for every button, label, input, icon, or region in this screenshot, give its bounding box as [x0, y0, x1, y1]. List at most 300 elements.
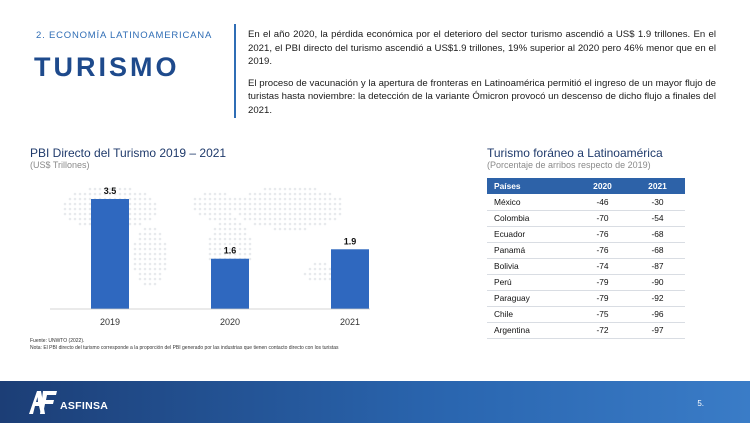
map-dot [329, 198, 332, 201]
map-dot [139, 243, 142, 246]
map-dot [249, 213, 252, 216]
map-dot [259, 193, 262, 196]
map-dot [64, 213, 67, 216]
map-dot [259, 203, 262, 206]
map-dot [64, 203, 67, 206]
map-dot [229, 238, 232, 241]
map-dot [254, 203, 257, 206]
map-dot [304, 228, 307, 231]
divider-line [234, 24, 236, 118]
value-2021-cell: -30 [630, 194, 685, 210]
map-dot [284, 198, 287, 201]
map-dot [89, 218, 92, 221]
intro-text [248, 28, 716, 118]
map-dot [234, 218, 237, 221]
map-dot [219, 218, 222, 221]
map-dot [144, 228, 147, 231]
map-dot [154, 248, 157, 251]
map-dot [149, 198, 152, 201]
map-dot [274, 218, 277, 221]
map-dot [269, 203, 272, 206]
map-dot [334, 213, 337, 216]
map-dot [239, 203, 242, 206]
table-header-row [487, 178, 685, 194]
map-dot [139, 248, 142, 251]
map-dot [94, 193, 97, 196]
map-dot [279, 218, 282, 221]
map-dot [319, 203, 322, 206]
map-dot [129, 203, 132, 206]
map-dot [84, 203, 87, 206]
map-dot [84, 198, 87, 201]
map-dot [244, 203, 247, 206]
value-2020-cell: -76 [575, 242, 630, 258]
map-dot [299, 198, 302, 201]
map-dot [284, 228, 287, 231]
map-dot [299, 218, 302, 221]
map-dot [279, 213, 282, 216]
map-dot [139, 208, 142, 211]
map-dot [144, 258, 147, 261]
map-dot [264, 218, 267, 221]
map-dot [149, 253, 152, 256]
map-dot [234, 228, 237, 231]
map-dot [309, 278, 312, 281]
map-dot [144, 248, 147, 251]
map-dot [79, 193, 82, 196]
section-label: 2. ECONOMÍA LATINOAMERICANA [36, 30, 213, 41]
map-dot [244, 248, 247, 251]
map-dot [134, 218, 137, 221]
map-dot [324, 208, 327, 211]
map-dot [249, 238, 252, 241]
intro-paragraph-1: En el año 2020, la pérdida económica por el deterioro del sector turismo ascendió a US$ 1.9 trillones. En el 2021, el PBI directo del turismo ascendió a US$1.9 trillones, 19% superior al 2020 pero 46% menor que en el 2019. [248, 29, 716, 68]
map-dot [314, 213, 317, 216]
map-dot [149, 213, 152, 216]
map-dot [264, 213, 267, 216]
map-dot [239, 208, 242, 211]
map-dot [89, 198, 92, 201]
map-dot [329, 218, 332, 221]
table-row [487, 290, 685, 306]
map-dot [149, 203, 152, 206]
map-dot [299, 208, 302, 211]
map-dot [319, 208, 322, 211]
company-logo [28, 389, 108, 415]
map-dot [154, 208, 157, 211]
map-dot [299, 223, 302, 226]
map-dot [279, 198, 282, 201]
page-title: TURISMO [34, 52, 180, 82]
map-dot [224, 218, 227, 221]
intro-paragraph-2: El proceso de vacunación y la apertura de fronteras en Latinoamérica permitió el ingreso de un mayor flujo de turistas hasta noviembre: la detección de la variante Ómicron provocó un descenso de dicho flujo a finales del 2021. [248, 77, 716, 116]
map-dot [339, 213, 342, 216]
map-dot [239, 223, 242, 226]
map-dot [74, 193, 77, 196]
map-dot [259, 223, 262, 226]
map-dot [149, 238, 152, 241]
value-2020-cell: -79 [575, 290, 630, 306]
map-dot [254, 198, 257, 201]
value-2020-cell: -72 [575, 322, 630, 338]
map-dot [124, 193, 127, 196]
map-dot [194, 203, 197, 206]
map-dot [244, 218, 247, 221]
map-dot [294, 213, 297, 216]
map-dot [249, 248, 252, 251]
map-dot [219, 248, 222, 251]
map-dot [304, 213, 307, 216]
map-dot [289, 203, 292, 206]
map-dot [144, 218, 147, 221]
map-dot [279, 228, 282, 231]
table-row [487, 306, 685, 322]
map-dot [214, 233, 217, 236]
map-dot [74, 203, 77, 206]
map-dot [214, 248, 217, 251]
value-2020-cell: -74 [575, 258, 630, 274]
map-dot [304, 193, 307, 196]
map-dot [224, 193, 227, 196]
map-dot [139, 238, 142, 241]
map-dot [119, 193, 122, 196]
map-dot [319, 268, 322, 271]
map-dot [314, 208, 317, 211]
chart-title: PBI Directo del Turismo 2019 – 2021 [30, 146, 227, 160]
map-dot [239, 253, 242, 256]
map-dot [154, 228, 157, 231]
map-dot [219, 193, 222, 196]
map-dot [284, 203, 287, 206]
map-dot [209, 243, 212, 246]
map-dot [199, 208, 202, 211]
map-dot [324, 278, 327, 281]
map-dot [244, 238, 247, 241]
map-dot [214, 208, 217, 211]
map-dot [269, 218, 272, 221]
map-dot [134, 193, 137, 196]
map-dot [239, 213, 242, 216]
map-dot [254, 213, 257, 216]
map-dot [129, 218, 132, 221]
value-2021-cell: -87 [630, 258, 685, 274]
footnote: Nota: El PBI directo del turismo corresponde a la proporción del PBI generado por las industrias que tienen contacto directo con los turistas [30, 345, 339, 351]
map-dot [149, 218, 152, 221]
map-dot [229, 233, 232, 236]
arrivals-table [487, 178, 685, 339]
map-dot [224, 223, 227, 226]
map-dot [209, 218, 212, 221]
map-dot [304, 188, 307, 191]
map-dot [329, 278, 332, 281]
map-dot [219, 253, 222, 256]
country-cell: Chile [487, 306, 575, 322]
map-dot [214, 238, 217, 241]
map-dot [144, 243, 147, 246]
map-dot [259, 208, 262, 211]
map-dot [209, 213, 212, 216]
table-row [487, 194, 685, 210]
map-dot [329, 268, 332, 271]
map-dot [159, 273, 162, 276]
map-dot [339, 203, 342, 206]
map-dot [159, 238, 162, 241]
map-dot [269, 208, 272, 211]
value-2020-cell: -46 [575, 194, 630, 210]
map-dot [244, 243, 247, 246]
country-cell: Panamá [487, 242, 575, 258]
map-dot [219, 243, 222, 246]
map-dot [159, 263, 162, 266]
country-cell: México [487, 194, 575, 210]
map-dot [154, 263, 157, 266]
map-dot [144, 253, 147, 256]
map-dot [289, 193, 292, 196]
map-dot [284, 213, 287, 216]
map-dot [144, 283, 147, 286]
map-dot [149, 278, 152, 281]
map-dot [129, 188, 132, 191]
map-dot [309, 188, 312, 191]
map-dot [289, 223, 292, 226]
map-dot [329, 203, 332, 206]
map-dot [244, 233, 247, 236]
map-dot [69, 218, 72, 221]
map-dot [74, 198, 77, 201]
map-dot [244, 208, 247, 211]
map-dot [139, 233, 142, 236]
map-dot [229, 198, 232, 201]
map-dot [214, 203, 217, 206]
map-dot [289, 213, 292, 216]
map-dot [139, 268, 142, 271]
map-dot [139, 193, 142, 196]
map-dot [99, 188, 102, 191]
map-dot [159, 233, 162, 236]
map-dot [129, 208, 132, 211]
map-dot [304, 223, 307, 226]
country-cell: Argentina [487, 322, 575, 338]
map-dot [159, 258, 162, 261]
country-cell: Bolivia [487, 258, 575, 274]
map-dot [224, 213, 227, 216]
map-dot [144, 233, 147, 236]
map-dot [139, 278, 142, 281]
map-dot [339, 208, 342, 211]
map-dot [89, 193, 92, 196]
map-dot [289, 198, 292, 201]
data-label: 3.5 [103, 186, 117, 196]
logo-text: ASFINSA [60, 400, 109, 412]
map-dot [204, 193, 207, 196]
map-dot [254, 193, 257, 196]
map-dot [244, 253, 247, 256]
map-dot [224, 203, 227, 206]
map-dot [244, 228, 247, 231]
map-dot [144, 208, 147, 211]
chart-notes [30, 338, 339, 352]
map-dot [264, 223, 267, 226]
map-dot [154, 258, 157, 261]
map-dot [244, 213, 247, 216]
table-row [487, 322, 685, 338]
map-dot [329, 208, 332, 211]
map-dot [209, 258, 212, 261]
value-2020-cell: -76 [575, 226, 630, 242]
map-dot [139, 258, 142, 261]
map-dot [269, 193, 272, 196]
bar-2019 [91, 199, 129, 309]
map-dot [289, 208, 292, 211]
map-dot [284, 223, 287, 226]
map-dot [99, 193, 102, 196]
map-dot [309, 193, 312, 196]
map-dot [239, 248, 242, 251]
column-header: Países [487, 178, 575, 194]
map-dot [209, 193, 212, 196]
map-dot [69, 203, 72, 206]
value-2021-cell: -90 [630, 274, 685, 290]
map-dot [84, 223, 87, 226]
map-dot [74, 208, 77, 211]
map-dot [309, 208, 312, 211]
map-dot [249, 203, 252, 206]
map-dot [329, 273, 332, 276]
map-dot [219, 203, 222, 206]
map-dot [204, 213, 207, 216]
table-row [487, 258, 685, 274]
map-dot [159, 268, 162, 271]
map-dot [294, 198, 297, 201]
map-dot [234, 233, 237, 236]
map-dot [219, 238, 222, 241]
map-dot [214, 243, 217, 246]
map-dot [259, 213, 262, 216]
table-title: Turismo foráneo a Latinoamérica [487, 146, 663, 160]
map-dot [309, 273, 312, 276]
map-dot [264, 208, 267, 211]
bar-2021 [331, 249, 369, 309]
map-dot [209, 203, 212, 206]
map-dot [154, 273, 157, 276]
map-dot [79, 203, 82, 206]
map-dot [229, 228, 232, 231]
map-dot [254, 208, 257, 211]
map-dot [254, 223, 257, 226]
map-dot [214, 193, 217, 196]
map-dot [264, 198, 267, 201]
map-dot [269, 188, 272, 191]
map-dot [294, 223, 297, 226]
map-dot [274, 203, 277, 206]
map-dot [249, 208, 252, 211]
country-cell: Paraguay [487, 290, 575, 306]
map-dot [154, 268, 157, 271]
data-label: 1.6 [223, 245, 237, 256]
map-dot [159, 243, 162, 246]
map-dot [269, 223, 272, 226]
map-dot [324, 218, 327, 221]
map-dot [139, 198, 142, 201]
map-dot [139, 253, 142, 256]
bar-chart [40, 168, 370, 336]
map-dot [239, 233, 242, 236]
map-dot [299, 193, 302, 196]
map-dot [294, 188, 297, 191]
map-dot [219, 208, 222, 211]
map-dot [134, 268, 137, 271]
map-dot [314, 268, 317, 271]
map-dot [289, 188, 292, 191]
map-dot [144, 268, 147, 271]
map-dot [274, 213, 277, 216]
map-dot [79, 198, 82, 201]
map-dot [84, 193, 87, 196]
map-dot [249, 258, 252, 261]
map-dot [324, 193, 327, 196]
map-dot [69, 198, 72, 201]
map-dot [154, 233, 157, 236]
map-dot [74, 218, 77, 221]
map-dot [224, 233, 227, 236]
map-dot [214, 218, 217, 221]
map-dot [284, 188, 287, 191]
map-dot [229, 218, 232, 221]
map-dot [279, 188, 282, 191]
map-dot [129, 193, 132, 196]
map-dot [329, 193, 332, 196]
map-dot [219, 228, 222, 231]
x-tick-label: 2019 [99, 317, 121, 327]
footer-bar [0, 381, 750, 423]
map-dot [134, 208, 137, 211]
map-dot [74, 213, 77, 216]
map-dot [294, 193, 297, 196]
map-dot [154, 203, 157, 206]
map-dot [89, 213, 92, 216]
map-dot [284, 218, 287, 221]
map-dot [224, 208, 227, 211]
map-dot [209, 198, 212, 201]
map-dot [284, 193, 287, 196]
map-dot [234, 223, 237, 226]
map-dot [194, 198, 197, 201]
table-subtitle: (Porcentaje de arribos respecto de 2019) [487, 160, 651, 170]
map-dot [324, 198, 327, 201]
value-2021-cell: -68 [630, 242, 685, 258]
map-dot [319, 198, 322, 201]
map-dot [259, 198, 262, 201]
data-label: 1.9 [343, 236, 357, 247]
map-dot [319, 213, 322, 216]
map-dot [309, 268, 312, 271]
map-dot [154, 253, 157, 256]
map-dot [274, 228, 277, 231]
map-dot [269, 213, 272, 216]
table-row [487, 274, 685, 290]
map-dot [324, 203, 327, 206]
map-dot [314, 188, 317, 191]
map-dot [314, 278, 317, 281]
map-dot [134, 248, 137, 251]
map-dot [274, 193, 277, 196]
map-dot [199, 213, 202, 216]
map-dot [294, 218, 297, 221]
map-dot [149, 208, 152, 211]
map-dot [149, 233, 152, 236]
map-dot [154, 238, 157, 241]
map-dot [314, 263, 317, 266]
